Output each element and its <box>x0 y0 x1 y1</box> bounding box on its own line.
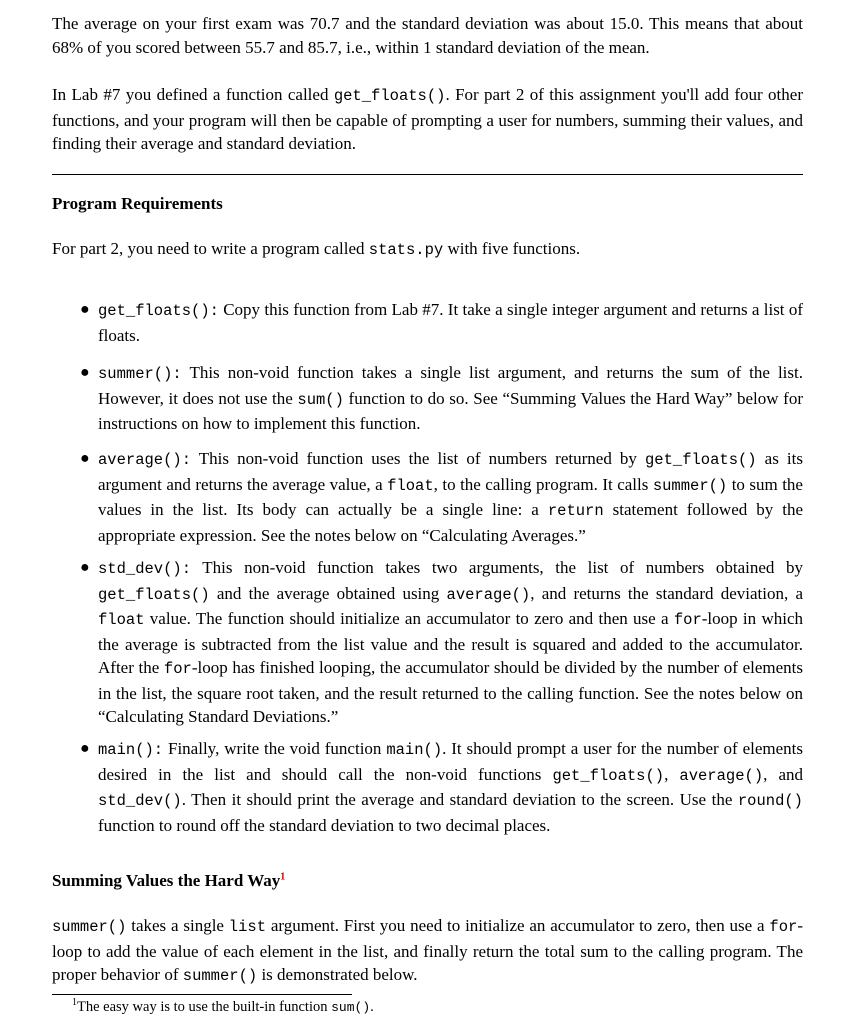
summing-values-paragraph: summer() takes a single list argument. First you need to initialize an accumulator to zero, then use a for-loop to add the value of each element in the list, and finally return the total sum to the calling program. The proper behavior of summer() is demonstrated below. <box>52 916 803 985</box>
section-divider <box>52 174 803 175</box>
section-heading-summing-values: Summing Values the Hard Way$^1$ <box>52 871 286 890</box>
list-item-average: ● average(): This non-void function uses the list of numbers returned by get_floats() as its argument and returns the average value, a float, to the calling program. It calls summer() to sum the values in the list. Its body can actually be a single line: a return statement followed by the appropriate expression. See the notes below on “Calculating Averages.” <box>80 449 804 545</box>
code-stats-py: stats.py <box>368 241 444 259</box>
bullet-icon: ● <box>80 740 90 757</box>
list-item-get-floats: ● get_floats(): Copy this function from Lab #7. It take a single integer argument and returns a list of floats. <box>80 300 803 345</box>
bullet-icon: ● <box>80 450 90 467</box>
intro-paragraph-2: In Lab #7 you defined a function called get_floats(). For part 2 of this assignment you'll add four other functions, and your program will then be capable of prompting a user for numbers, summing their values, and finding their average and standard deviation. <box>52 85 803 153</box>
bullet-icon: ● <box>80 559 90 576</box>
intro-paragraph-1: The average on your first exam was 70.7 and the standard deviation was about 15.0. This means that about 68% of you scored between 55.7 and 85.7, i.e., within 1 standard deviation of the mean. <box>52 14 803 57</box>
bullet-icon: ● <box>80 364 90 381</box>
program-requirements-lead: For part 2, you need to write a program called stats.py with five functions. <box>52 239 581 259</box>
bullet-icon: ● <box>80 301 90 318</box>
list-item-std-dev: ● std_dev(): This non-void function takes two arguments, the list of numbers obtained by get_floats() and the average obtained using average(), and returns the standard deviation, a float value. The function should initialize an accumulator to zero and then use a for-loop in which the average is subtracted from the list value and the result is squared and added to the accumulator. After the for-loop has finished looping, the accumulator should be divided by the number of elements in the list, the square root taken, and the result returned to the calling function. See the notes below on “Calculating Standard Deviations.” <box>80 558 803 726</box>
footnote-marker[interactable]: 1 <box>280 871 286 883</box>
code-get-floats: get_floats() <box>333 87 446 105</box>
list-item-summer: ● summer(): This non-void function takes a single list argument, and returns the sum of the list. However, it does not use the sum() function to do so. See “Summing Values the Hard Way” below for instructions on how to implement this function. <box>80 363 804 433</box>
footnote: $^1$The easy way is to use the built-in function sum(). <box>72 997 374 1015</box>
footnote-divider <box>52 994 352 995</box>
section-heading-program-requirements: Program Requirements <box>52 194 223 213</box>
list-item-main: ● main(): Finally, write the void function main(). It should prompt a user for the number of elements desired in the list and should call the non-void functions get_floats(), average(), and std_dev(). Then it should print the average and standard deviation to the screen. Use the round() function to round off the standard deviation to two decimal places. <box>80 739 803 835</box>
